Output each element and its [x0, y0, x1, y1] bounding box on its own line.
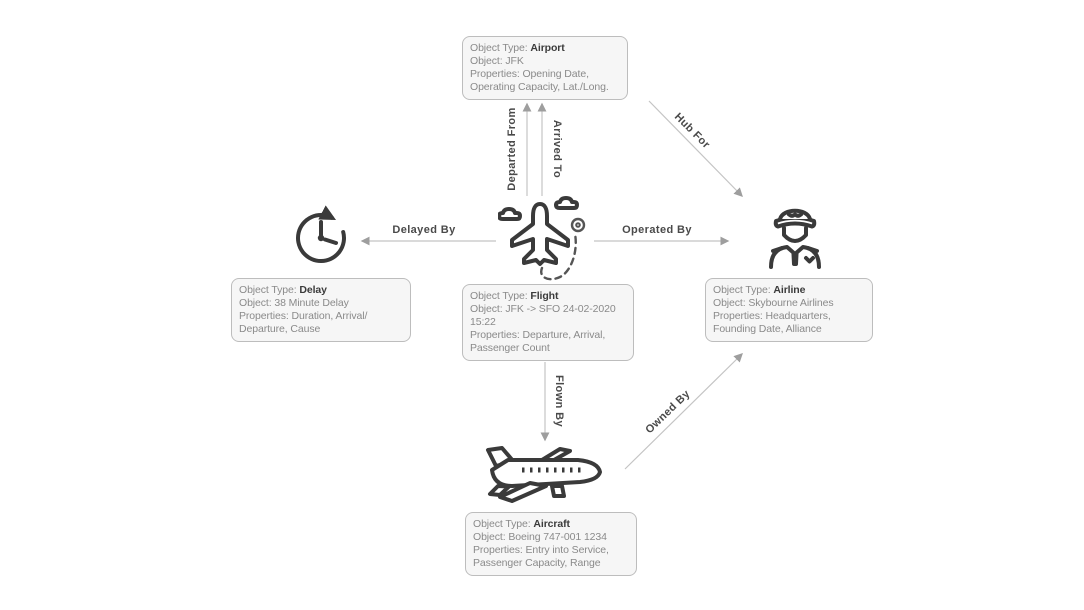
aircraft-node-card — [465, 512, 637, 576]
airplane-top-view-icon — [498, 192, 598, 284]
edge-label-operated-by: Operated By — [622, 224, 692, 236]
edge-label-owned-by: Owned By — [643, 387, 693, 437]
properties-line: Properties: Headquarters, — [713, 310, 831, 322]
object-type-value: Delay — [299, 284, 327, 296]
object-line: Object: JFK -> SFO 24-02-2020 — [470, 303, 616, 315]
object-line: Object: JFK — [470, 55, 524, 67]
properties-line: Operating Capacity, Lat./Long. — [470, 81, 609, 93]
object-type-line — [239, 284, 403, 297]
object-type-line — [470, 290, 626, 303]
history-clock-icon — [293, 205, 355, 267]
object-type-label: Object Type: — [473, 518, 531, 530]
object-type-label: Object Type: — [713, 284, 771, 296]
object-line: Object: Boeing 747-001 1234 — [473, 531, 607, 543]
airport-node-card — [462, 36, 628, 100]
edge-label-flown-by: Flown By — [553, 374, 565, 428]
properties-line: Properties: Departure, Arrival, — [470, 329, 606, 341]
edge-hub-for — [649, 101, 742, 196]
properties-line: Properties: Duration, Arrival/ — [239, 310, 368, 322]
object-type-value: Airport — [530, 42, 565, 54]
object-type-label: Object Type: — [470, 290, 528, 302]
properties-line: Passenger Count — [470, 342, 550, 354]
properties-line: Properties: Entry into Service, — [473, 544, 609, 556]
properties-line: Properties: Opening Date, — [470, 68, 589, 80]
pilot-icon — [757, 199, 833, 275]
edge-label-arrived-to: Arrived To — [551, 119, 563, 179]
delay-node-card — [231, 278, 411, 342]
flight-node-card — [462, 284, 634, 361]
object-type-value: Airline — [773, 284, 806, 296]
airline-node-card — [705, 278, 873, 342]
edge-label-delayed-by: Delayed By — [392, 224, 456, 236]
edge-owned-by — [625, 354, 742, 469]
edge-label-departed-from: Departed From — [506, 107, 518, 191]
target-icon — [572, 219, 584, 231]
object-line: Object: 38 Minute Delay — [239, 297, 349, 309]
object-type-line — [473, 518, 629, 531]
object-type-value: Flight — [530, 290, 559, 302]
object-type-line — [713, 284, 865, 297]
airplane-side-view-icon — [482, 444, 606, 508]
object-type-label: Object Type: — [470, 42, 528, 54]
cloud-icon — [556, 198, 577, 208]
edge-label-hub-for: Hub For — [671, 110, 713, 152]
properties-line: Departure, Cause — [239, 323, 321, 335]
object-type-line — [470, 42, 620, 55]
object-line: Object: Skybourne Airlines — [713, 297, 834, 309]
object-type-label: Object Type: — [239, 284, 297, 296]
properties-line: Founding Date, Alliance — [713, 323, 822, 335]
object-type-value: Aircraft — [533, 518, 570, 530]
properties-line: Passenger Capacity, Range — [473, 557, 601, 569]
cloud-icon — [499, 209, 520, 219]
object-line: 15:22 — [470, 316, 496, 328]
